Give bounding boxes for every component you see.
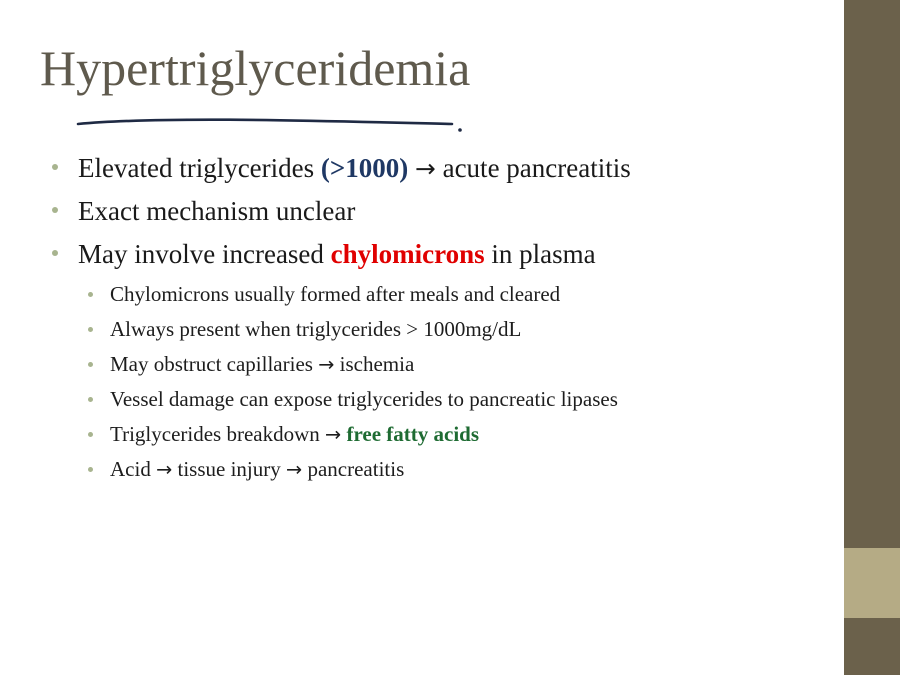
level1-group bbox=[44, 155, 834, 268]
bullet-dot-icon bbox=[52, 207, 58, 213]
bullet-dot-icon bbox=[88, 292, 93, 297]
list-item bbox=[44, 424, 834, 445]
bullet-dot-icon bbox=[88, 327, 93, 332]
list-item-text: → bbox=[318, 353, 335, 376]
list-item-text: Always present when triglycerides > 1000mg/dL bbox=[110, 317, 522, 341]
bullet-dot-icon bbox=[88, 362, 93, 367]
bullet-dot-icon bbox=[52, 250, 58, 256]
list-item bbox=[44, 354, 834, 375]
list-item-text: acute pancreatitis bbox=[435, 153, 631, 183]
list-item-text: May involve increased bbox=[78, 239, 331, 269]
list-item-text: pancreatitis bbox=[302, 457, 405, 481]
list-item-text: Exact mechanism unclear bbox=[78, 196, 356, 226]
list-item-text: → bbox=[156, 458, 173, 481]
list-item bbox=[44, 241, 834, 268]
list-item bbox=[44, 155, 834, 182]
list-item-text: in plasma bbox=[484, 239, 596, 269]
page-title: Hypertriglyceridemia bbox=[40, 40, 471, 96]
sidebar-segment-top bbox=[844, 0, 900, 548]
bullet-dot-icon bbox=[88, 432, 93, 437]
level2-group bbox=[44, 284, 834, 480]
list-item-text: → bbox=[415, 154, 436, 183]
bullet-dot-icon bbox=[52, 164, 58, 170]
list-item-text: chylomicrons bbox=[330, 239, 485, 269]
list-item-text: Triglycerides breakdown bbox=[110, 422, 326, 446]
decorative-sidebar bbox=[844, 0, 900, 675]
list-item bbox=[44, 319, 834, 340]
list-item bbox=[44, 198, 834, 225]
list-item-text: → bbox=[286, 458, 303, 481]
bullet-dot-icon bbox=[88, 467, 93, 472]
list-item-text: Elevated triglycerides bbox=[78, 153, 321, 183]
list-item bbox=[44, 389, 834, 410]
list-item-text: May obstruct capillaries bbox=[110, 352, 319, 376]
list-item bbox=[44, 284, 834, 305]
bullet-list bbox=[44, 155, 834, 494]
sidebar-segment-middle bbox=[844, 548, 900, 618]
list-item-text: Chylomicrons usually formed after meals and cleared bbox=[110, 282, 561, 306]
list-item-text: Vessel damage can expose triglycerides to pancreatic lipases bbox=[110, 387, 618, 411]
list-item-text: free fatty acids bbox=[346, 422, 480, 446]
list-item bbox=[44, 459, 834, 480]
list-item-text: tissue injury bbox=[172, 457, 287, 481]
list-item-text: Acid bbox=[110, 457, 157, 481]
list-item-text: (>1000) bbox=[320, 153, 409, 183]
hand-drawn-underline bbox=[74, 110, 494, 140]
list-item-text: → bbox=[325, 423, 342, 446]
bullet-dot-icon bbox=[88, 397, 93, 402]
list-item-text: ischemia bbox=[334, 352, 415, 376]
sidebar-segment-bottom bbox=[844, 618, 900, 675]
